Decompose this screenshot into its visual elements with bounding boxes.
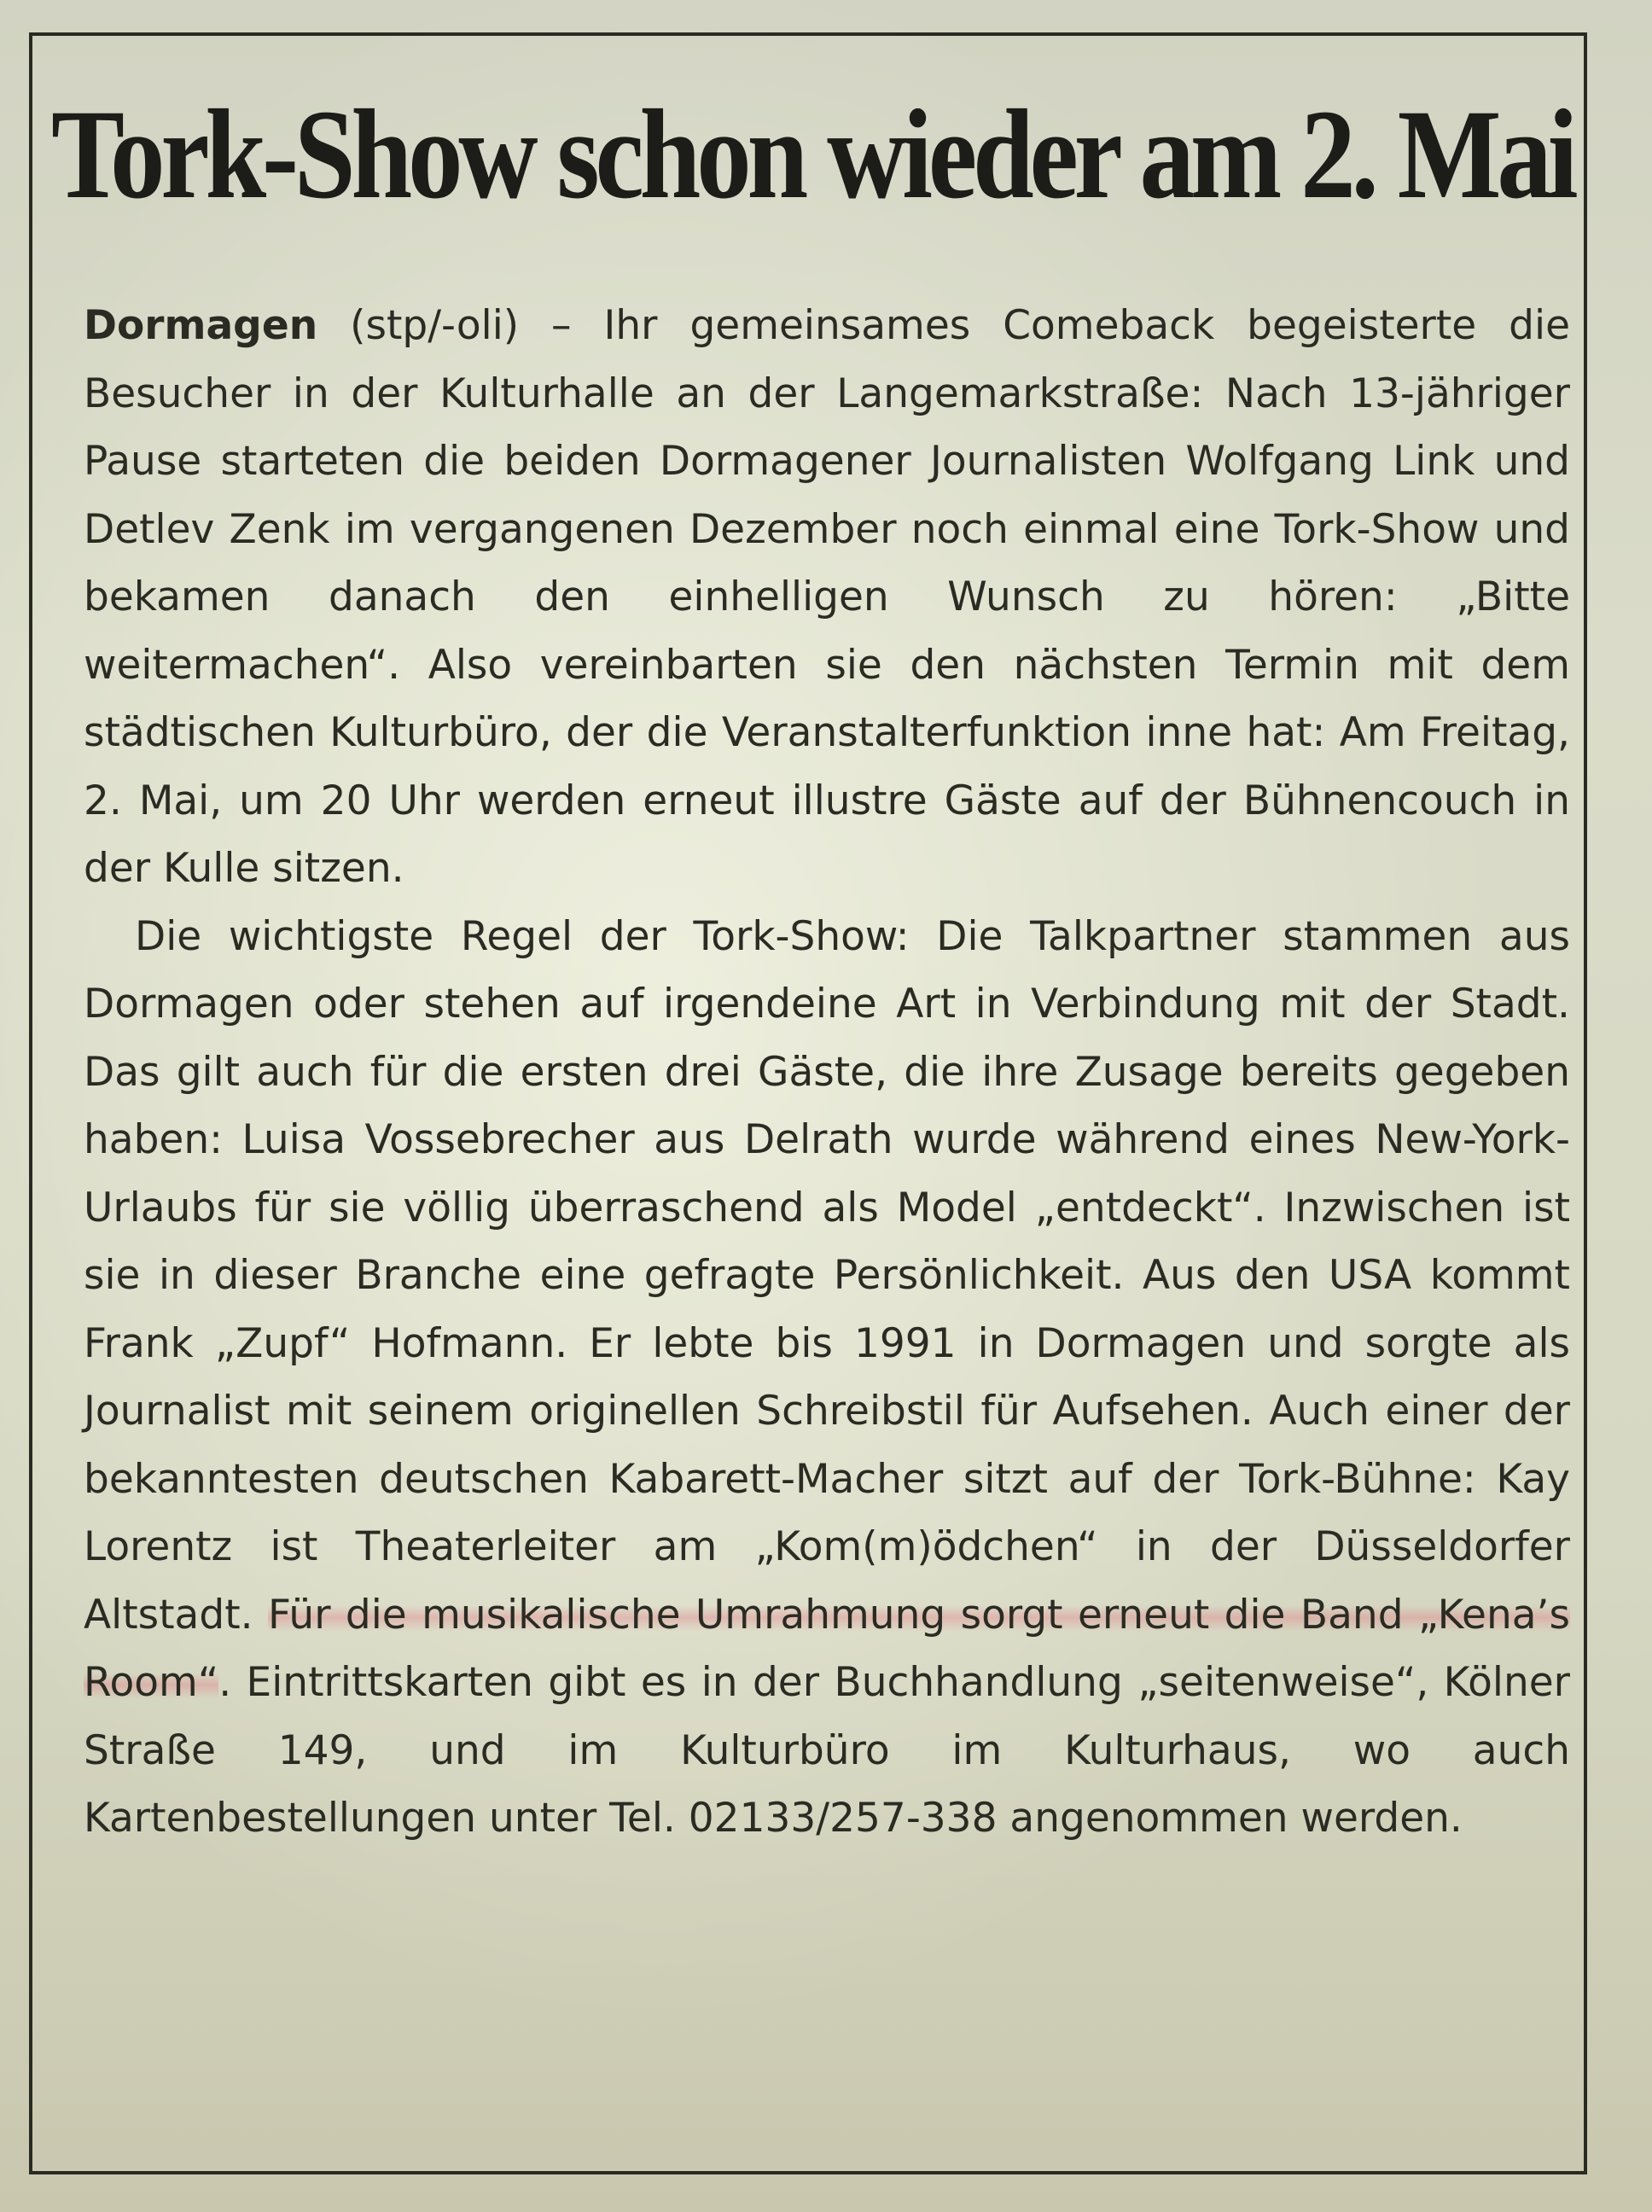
paragraph-2-text: Die wichtigste Regel der Tork-Show: Die Talkpartner stammen aus Dormagen oder stehen auf irgendeine Art in Verbindung mit der Stadt. Das gilt auch für die ersten drei Gäste, die ihre Zusage bereits gegeben haben: Luisa Vossebrecher aus Delrath wurde während eines New-York-Urlaubs für sie völlig überraschend als Model „entdeckt“. Inzwischen ist sie in dieser Branche eine gefragte Persönlichkeit. Aus den USA kommt Frank „Zupf“ Hofmann. Er lebte bis 1991 in Dormagen und sorgte als Journalist mit seinem originellen Schreibstil für Aufsehen. Auch einer der bekanntesten deutschen Kabarett-Macher sitzt auf der Tork-Bühne: Kay Lorentz ist Theaterleiter am „Kom(m)ödchen“ in der Düsseldorfer Altstadt. (84, 912, 1570, 1639)
highlighted-sentence: Für die musikalische Umrahmung sorgt erneut die Band „Kena’s Room“ (84, 1591, 1570, 1706)
article-headline: Tork-Show schon wieder am 2. Mai (51, 84, 1574, 225)
paragraph-1-text: (stp/-oli) – Ihr gemeinsames Comeback begeisterte die Besucher in der Kulturhalle an der Langemarkstraße: Nach 13-jähriger Pause starteten die beiden Dormagener Journalisten Wolfgang Link und Detlev Zenk im vergangenen Dezember noch einmal eine Tork-Show und bekamen danach den einhelligen Wunsch zu hören: „Bitte weitermachen“. Also vereinbarten sie den nächsten Termin mit dem städtischen Kulturbüro, der die Veranstalterfunktion inne hat: Am Freitag, 2. Mai, um 20 Uhr werden erneut illustre Gäste auf der Bühnencouch in der Kulle sitzen. (84, 302, 1570, 892)
article-body (84, 292, 1570, 1853)
paragraph-2-ending: . Eintrittskarten gibt es in der Buchhandlung „seitenweise“, Kölner Straße 149, und im Kulturbüro im Kulturhaus, wo auch Kartenbestellungen unter Tel. 02133/257-338 angenommen werden. (84, 1659, 1570, 1842)
article-paragraph-1 (84, 292, 1570, 903)
article-paragraph-2 (84, 903, 1570, 1853)
dateline-place: Dormagen (84, 302, 318, 349)
